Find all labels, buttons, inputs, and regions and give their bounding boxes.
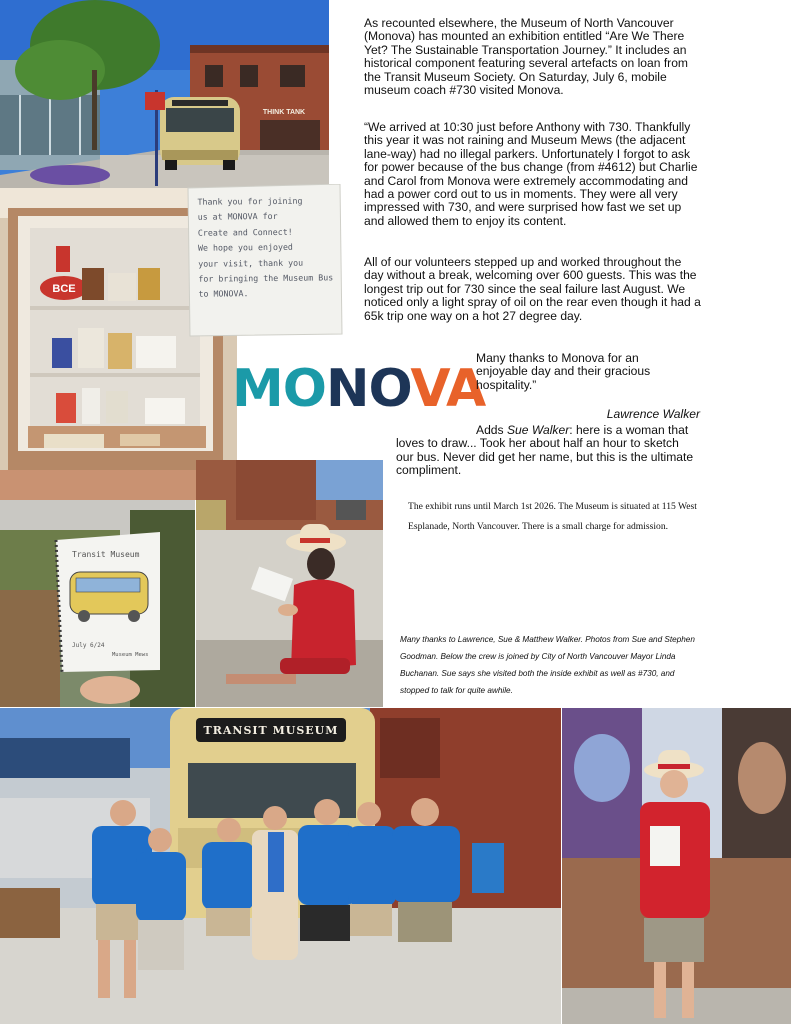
monova-logo-letter: O [368, 359, 411, 419]
monova-logo-letter: V [410, 359, 447, 419]
group-people [0, 708, 561, 1024]
sue-walker-name: Sue Walker [506, 423, 570, 437]
person [202, 818, 254, 936]
sue-walker-text: : here is a woman that loves to draw... Took her about half an hour to sketch our bus. Never did get her name, but this is the ultimate compliment. [396, 423, 694, 478]
note-line: us at MONOVA for [197, 211, 278, 223]
photo-thank-you-note [186, 184, 344, 338]
exhibit-note-text: The exhibit runs until March 1st 2026. The Museum is situated at 115 West Esplanade, North Vancouver. There is a small charge for admission. [408, 501, 697, 532]
monova-logo-letter: O [282, 359, 326, 419]
signature-text: Lawrence Walker [606, 407, 700, 421]
volunteers-text: All of our volunteers stepped up and worked throughout the day without a break, welcoming over 600 guests. This was the longest trip out for 730 since the seal failure last August. We noticed only a light spray of oil on the rear even though it had a 65k trip one way on a hot 27 degree day. [364, 255, 701, 323]
person [348, 802, 396, 936]
sketchbook-date: July 6/24 [72, 642, 105, 649]
note-line: for bringing the Museum Bus [198, 272, 334, 284]
monova-logo-letter: N [325, 359, 369, 419]
person [392, 798, 460, 942]
article-paragraph-arrival [364, 121, 704, 228]
note-lines [197, 193, 338, 302]
bce-sign: BCE [52, 283, 76, 295]
bus-destination-sign: TRANSIT MUSEUM [203, 724, 339, 737]
exhibit-note [408, 497, 706, 536]
person [252, 806, 298, 960]
note-line: Thank you for joining [197, 195, 303, 207]
photo-street-bus [0, 0, 329, 188]
sketchbook-signature: Museum Mews [112, 652, 149, 658]
monova-logo-letter: A [446, 359, 486, 419]
sketchbook-title: Transit Museum [72, 550, 140, 559]
photo-sketchbook [0, 500, 195, 707]
monova-logo-letter: M [232, 359, 283, 419]
sue-walker-lead: Adds [476, 423, 507, 437]
think-tank-sign: THINK TANK [262, 109, 306, 116]
note-line: your visit, thank you [198, 257, 304, 269]
note-line: to MONOVA. [198, 288, 249, 300]
photo-woman-mural [562, 708, 791, 1024]
photo-group [0, 708, 561, 1024]
person [298, 799, 356, 941]
note-line: Create and Connect! [197, 226, 293, 238]
intro-text: As recounted elsewhere, the Museum of North Vancouver (Monova) has mounted an exhibition entitled “Are We There Yet? The Sustainable Transportation Journey.” It includes an historical component featuring several artefacts on loan from the Transit Museum Society. On Saturday, July 6, mobile museum coach #730 visited Monova. [364, 16, 689, 98]
street-bus-illustration [0, 0, 329, 188]
note-line: We hope you enjoyed [197, 241, 293, 253]
article-paragraph-intro [364, 17, 704, 97]
photo-credits [400, 631, 702, 699]
mural-illustration [562, 708, 791, 1024]
sketchbook-illustration [0, 500, 195, 707]
photo-woman-sketching [196, 460, 383, 707]
arrival-text: “We arrived at 10:30 just before Anthony with 730. Thankfully this year it was not raining and Museum Mews (the adjacent lane-way) had no illegal parkers. Unfortunately I forgot to ask for power because of the bus change (from #4612) but Charlie and Carol from Monova were extremely accommodating and had a power cord out to us in moments. They were all very impressed with 730, and were surprised how fast we set up and allowed them to enjoy its content. [364, 120, 698, 228]
signature [560, 408, 700, 421]
article-paragraph-volunteers [364, 256, 704, 323]
monova-logo [232, 359, 486, 419]
photo-credits-text: Many thanks to Lawrence, Sue & Matthew Walker. Photos from Sue and Stephen Goodman. Below the crew is joined by City of North Vancouver Mayor Linda Buchanan. Sue says she visited both the inside exhibit as well as #730, and stopped to talk for quite awhile. [400, 635, 695, 695]
monova-logo-text [232, 359, 485, 419]
thanks-text: Many thanks to Monova for an enjoyable day and their gracious hospitality.” [476, 351, 651, 392]
sketching-illustration [196, 460, 383, 707]
article-paragraph-thanks [476, 352, 686, 392]
sue-walker-paragraph [396, 424, 696, 478]
